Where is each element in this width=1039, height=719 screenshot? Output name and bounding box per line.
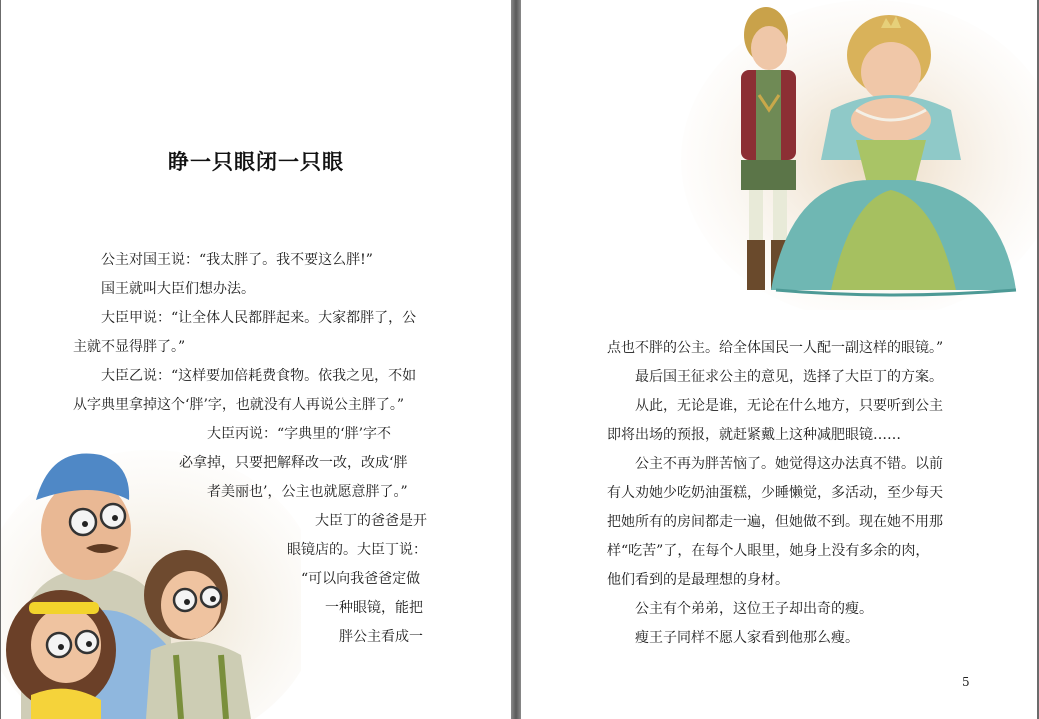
text-line: 样“吃苦”了，在每个人眼里，她身上没有多余的肉， — [607, 543, 930, 559]
text-line: 把她所有的房间都走一遍，但她做不到。现在她不用那 — [607, 514, 943, 530]
text-line: 大臣丙说：“字典里的‘胖’字不 — [207, 426, 392, 442]
text-line: 他们看到的是最理想的身材。 — [607, 572, 789, 588]
text-line: 大臣甲说：“让全体人民都胖起来。大家都胖了，公 — [101, 310, 417, 326]
princess-illustration — [681, 0, 1037, 310]
text-line: 瘦王子同样不愿人家看到他那么瘦。 — [635, 630, 859, 646]
text-line: 从此，无论是谁，无论在什么地方，只要听到公主 — [635, 398, 943, 414]
text-line: “可以向我爸爸定做 — [301, 571, 421, 587]
chapter-title: 睁一只眼闭一只眼 — [168, 149, 344, 174]
text-line: 公主对国王说：“我太胖了。我不要这么胖!” — [101, 252, 373, 268]
text-line: 点也不胖的公主。给全体国民一人配一副这样的眼镜。” — [607, 340, 944, 356]
text-line: 国王就叫大臣们想办法。 — [101, 281, 255, 297]
page-number: 5 — [962, 675, 970, 689]
text-line: 一种眼镜，能把 — [325, 600, 423, 616]
text-line: 大臣丁的爸爸是开 — [315, 513, 427, 529]
text-line: 必拿掉，只要把解释改一改，改成‘胖 — [179, 455, 408, 471]
text-line: 最后国王征求公主的意见，选择了大臣丁的方案。 — [635, 369, 943, 385]
text-line: 者美丽也’，公主也就愿意胖了。” — [207, 484, 408, 500]
text-line: 眼镜店的。大臣丁说： — [287, 542, 427, 558]
text-line: 公主有个弟弟，这位王子却出奇的瘦。 — [635, 601, 873, 617]
text-line: 大臣乙说：“这样要加倍耗费食物。依我之见，不如 — [101, 368, 417, 384]
text-line: 公主不再为胖苦恼了。她觉得这办法真不错。以前 — [635, 456, 943, 472]
book-gutter — [511, 0, 521, 719]
right-page — [521, 0, 1037, 719]
text-line: 从字典里拿掉这个‘胖’字，也就没有人再说公主胖了。” — [73, 397, 405, 413]
text-line: 即将出场的预报，就赶紧戴上这种减肥眼镜…… — [607, 427, 901, 443]
text-line: 有人劝她少吃奶油蛋糕，少睡懒觉，多活动，至少每天 — [607, 485, 943, 501]
text-line: 胖公主看成一 — [339, 629, 423, 645]
left-page — [1, 0, 511, 719]
text-line: 主就不显得胖了。” — [73, 339, 186, 355]
